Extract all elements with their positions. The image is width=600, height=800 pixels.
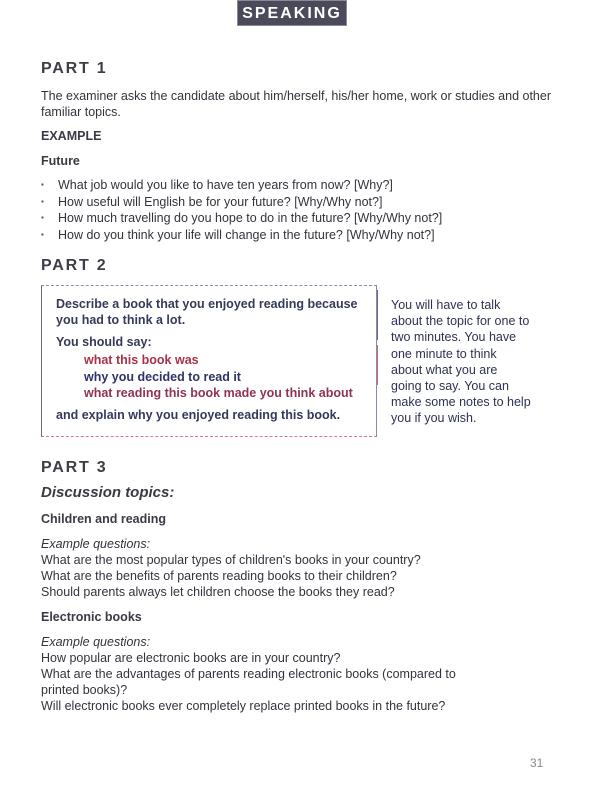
question-item: What are the most popular types of children's books in your country? (41, 553, 421, 567)
part-1-topic: Future (41, 154, 80, 168)
list-item: ▪ How useful will English be for your future? [Why/Why not?] (41, 194, 442, 211)
cue-card-point: what this book was (84, 353, 199, 367)
question-item: What are the advantages of parents reading electronic books (compared to printed books)? (41, 667, 456, 697)
list-item: ▪ What job would you like to have ten years from now? [Why?] (41, 177, 442, 194)
cue-card-point: why you decided to read it (84, 369, 241, 384)
cue-card (41, 285, 377, 437)
cue-card-prompt: Describe a book that you enjoyed reading because you had to think a lot. (56, 297, 358, 327)
list-item: ▪ How much travelling do you hope to do in the future? [Why/Why not?] (41, 210, 442, 227)
discussion-topics-label: Discussion topics: (41, 484, 175, 501)
topic-title-children-reading: Children and reading (41, 512, 167, 526)
part-1-example-label: EXAMPLE (41, 129, 102, 143)
side-note-divider-accent (377, 345, 378, 385)
question-item: Will electronic books ever completely replace printed books in the future? (41, 699, 446, 713)
topic-title-electronic-books: Electronic books (41, 610, 142, 624)
example-questions-label: Example questions: (41, 537, 151, 551)
cue-card-point: what reading this book made you think about (84, 386, 353, 400)
question-item: How popular are electronic books are in your country? (41, 651, 341, 665)
part-1-intro: The examiner asks the candidate about him/herself, his/her home, work or studies and other familiar topics. (41, 89, 551, 119)
cue-card-explain: and explain why you enjoyed reading this book. (56, 407, 341, 422)
part-2-instructions: You will have to talk about the topic for one to two minutes. You have one minute to think about what you are going to say. You can make some notes to help you if you wish. (391, 298, 531, 426)
part-1-question-list (41, 177, 442, 243)
cue-card-should-say: You should say: (56, 335, 152, 349)
part-3-heading: PART 3 (41, 459, 108, 476)
question-item: Should parents always let children choose the books they read? (41, 585, 395, 599)
page-number: 31 (530, 756, 544, 770)
cue-card-points (84, 352, 364, 402)
question-item: What are the benefits of parents reading books to their children? (41, 569, 397, 583)
part-1-heading: PART 1 (41, 60, 108, 77)
part-2-heading: PART 2 (41, 257, 108, 274)
example-questions-label: Example questions: (41, 635, 151, 649)
list-item: ▪ How do you think your life will change in the future? [Why/Why not?] (41, 227, 442, 244)
section-tab-speaking: SPEAKING (237, 0, 347, 26)
side-note-divider (377, 290, 378, 340)
